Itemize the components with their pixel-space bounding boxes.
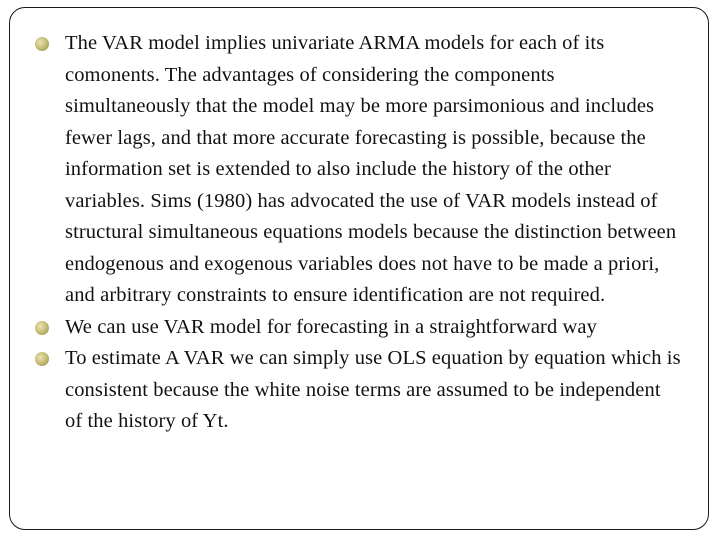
bullet-item-var-model	[30, 28, 682, 312]
bullet-item-ols-estimation	[30, 343, 682, 438]
bullet-text: The VAR model implies univariate ARMA models for each of its comonents. The advantages of considering the components simultaneously that the model may be more parsimonious and includes fewer lags, and that more accurate forecasting is possible, because the information set is extended to also include the history of the other variables. Sims (1980) has advocated the use of VAR models instead of structural simultaneous equations models because the distinction between endogenous and exogenous variables does not have to be made a priori, and arbitrary constraints to ensure identification are not required.	[65, 32, 677, 306]
bullet-text: To estimate A VAR we can simply use OLS equation by equation which is consistent because the white noise terms are assumed to be independent of the history of Yt.	[65, 347, 681, 432]
bullet-list	[30, 28, 682, 438]
bullet-text: We can use VAR model for forecasting in a straightforward way	[65, 315, 597, 338]
bullet-dot-icon	[35, 321, 49, 335]
bullet-item-forecasting	[30, 312, 682, 344]
bullet-dot-icon	[35, 352, 49, 366]
bullet-dot-icon	[35, 37, 49, 51]
